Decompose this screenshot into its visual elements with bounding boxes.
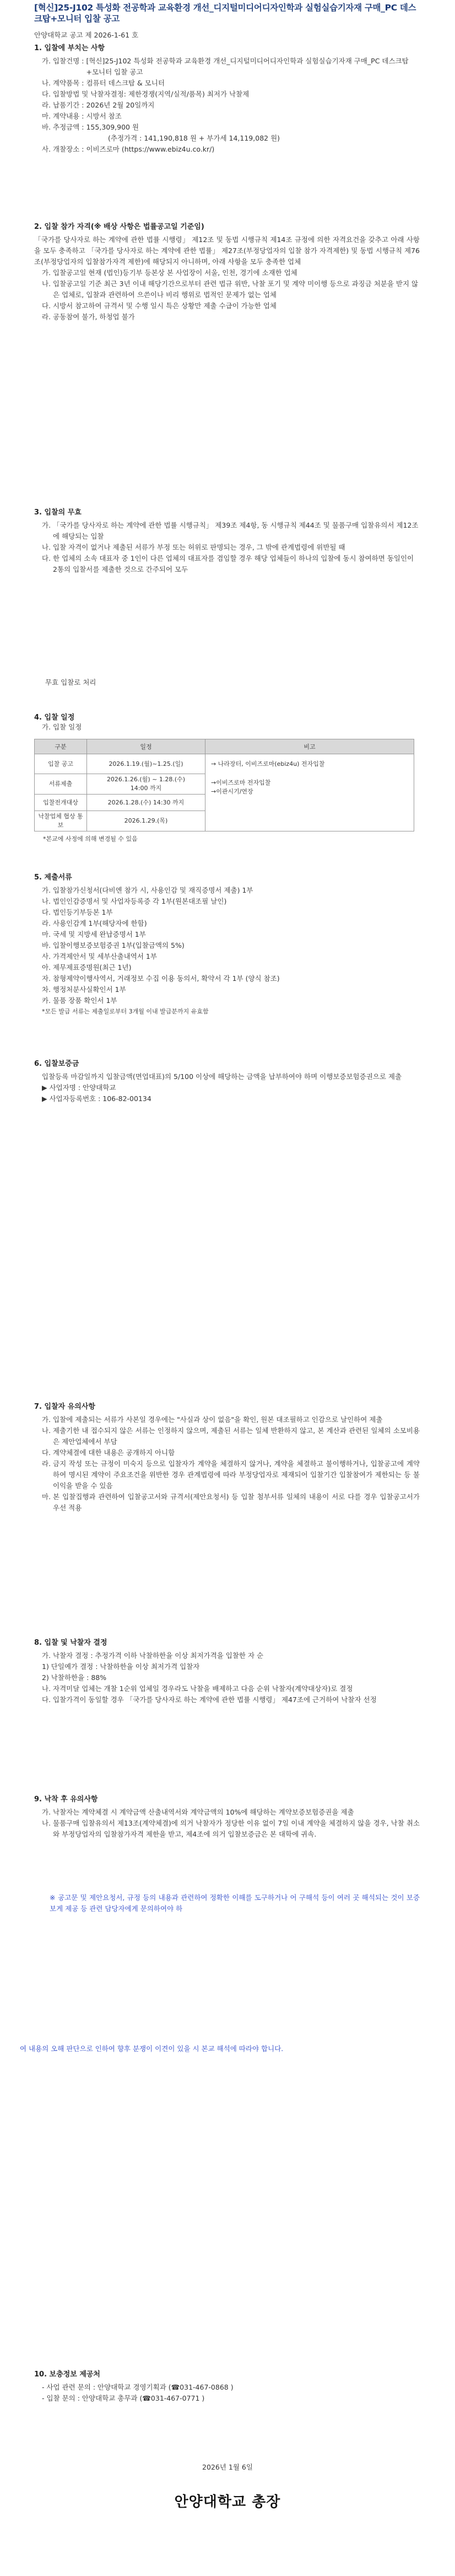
section-4-heading: 4. 입찰 일정 bbox=[34, 713, 75, 722]
section-5-item: 바. 입찰이행보증보험증권 1부(입찰금액의 5%) bbox=[42, 941, 185, 949]
section-7-item: 라. 금지 작성 또는 규정이 미숙지 등으로 입찰자가 계약을 체결하지 않거나, 계약을 체결하고 불이행하거나, 입찰공고에 계약하여 명시된 계약이 주요조건을 위반한 경우 관계법령에 따라 부정당업자로 제재되어 입찰기간 입찰참여가 제한되는 등 불이익을 받을 수 있음 bbox=[42, 1459, 420, 1490]
closing-date: 2026년 1월 6일 bbox=[202, 2463, 253, 2471]
section-8-item: 다. 입찰가격이 동일할 경우 「국가를 당사자로 하는 계약에 관한 법률 시행령」 제47조에 근거하여 낙찰자 선정 bbox=[42, 1695, 377, 1704]
schedule-date: 2026.1.29.(목) bbox=[87, 811, 205, 831]
disclaimer-notice-cont: 여 내용의 오해 판단으로 인하여 향후 분쟁이 이견이 있을 시 본교 해석에 따라야 합니다. bbox=[20, 2044, 284, 2053]
section-7-item: 가. 입찰에 제출되는 서류가 사본일 경우에는 "사실과 상이 없음"을 확인, 원본 대조필하고 인감으로 날인하여 제출 bbox=[42, 1415, 383, 1424]
section-2-item: 라. 공동참여 불가, 하청업 불가 bbox=[42, 313, 135, 321]
section-5-item: 다. 법인등기부등본 1부 bbox=[42, 908, 113, 916]
section-2-heading: 2. 입찰 참가 자격(※ 배상 사항은 법률공고일 기준임) bbox=[34, 223, 204, 231]
section-6-text: 입찰등록 마감일까지 입찰금액(면업대표)의 5/100 이상에 해당하는 금액을 납부하여야 하며 이행보증보험증권으로 제출 bbox=[42, 1072, 402, 1081]
section-1-item: 가. 입찰건명 : [혁신]25-J102 특성화 전공학과 교육환경 개선_디지털미디어디자인학과 실험실습기자재 구매_PC 데스크탑+모니터 입찰 공고 bbox=[42, 57, 409, 76]
schedule-date: 2026.1.19.(월)~1.25.(일) bbox=[87, 754, 205, 774]
section-1 bbox=[34, 42, 420, 155]
schedule-header-row bbox=[35, 739, 414, 754]
section-2-item: 다. 시방서 참고하여 규격서 및 수행 일시 특은 상황만 제출 수급이 가능한 업체 bbox=[42, 302, 277, 310]
section-5-note: *모든 발급 서류는 제출일로부터 3개월 이내 발급분까지 유효함 bbox=[42, 1008, 209, 1015]
schedule-date: 2026.1.26.(월) ~ 1.28.(수) 14:00 까지 bbox=[87, 774, 205, 795]
section-8 bbox=[34, 1636, 420, 1705]
section-4-sub: 가. 입찰 일정 bbox=[42, 723, 82, 731]
schedule-note bbox=[205, 754, 414, 831]
section-5-item: 마. 국세 및 지방세 완납증명서 1부 bbox=[42, 930, 146, 938]
section-1-item: 마. 계약내용 : 시방서 참조 bbox=[42, 112, 122, 120]
section-2-intro: 「국가를 당사자로 하는 계약에 관한 법률 시행령」 제12조 및 동법 시행규칙 제14조 규정에 의한 자격요건을 갖추고 아래 사항을 모두 충족하고 「국가를 당사자로 하는 계약에 관한 법률」 제27조(부정당업자의 입찰 참가 자격제한) 및 동법 시행규칙 제76조(부정당업자의 입찰참가자격 제한)에 해당되지 아니하며, 아래 사항을 모두 충족한 업체 bbox=[34, 235, 420, 266]
disclaimer-notice: ※ 공고문 및 제안요청서, 규정 등의 내용과 관련하여 정확한 이해를 도구하거나 어 구해석 등이 여러 곳 해석되는 것이 보증보게 제공 등 관련 담당자에게 문의하여야 하 bbox=[50, 1893, 420, 1913]
schedule-header: 일정 bbox=[87, 739, 205, 754]
document-title: [혁신]25-J102 특성화 전공학과 교육환경 개선_디지털미디어디자인학과 실험실습기자재 구매_PC 데스크탑+모니터 입찰 공고 bbox=[34, 3, 416, 24]
schedule-note-line: →이관시기/연장 bbox=[211, 788, 253, 795]
section-10 bbox=[34, 2368, 420, 2404]
section-3 bbox=[34, 506, 420, 575]
section-8-item: 가. 낙찰자 결정 : 추정가격 이하 낙찰하한율 이상 최저가격을 입찰한 자 순 bbox=[42, 1651, 264, 1660]
section-1-item: 라. 납품기간 : 2026년 2월 20일까지 bbox=[42, 101, 155, 109]
closing-organization: 안양대학교 총장 bbox=[174, 2494, 281, 2510]
notice-number: 안양대학교 공고 제 2026-1-61 호 bbox=[34, 31, 139, 39]
section-8-item: 2) 낙찰하한율 : 88% bbox=[42, 1673, 107, 1682]
section-9 bbox=[34, 1793, 420, 1840]
section-5 bbox=[34, 871, 420, 1017]
section-2-item: 가. 입찰공고일 현재 (법인)등기부 등본상 본 사업장이 서울, 인천, 경기에 소재한 업체 bbox=[42, 269, 297, 277]
section-7-item: 마. 본 입찰집행과 관련하여 입찰공고서와 규격서(제안요청서) 등 입찰 첨부서류 일체의 내용이 서로 다를 경우 입찰공고서가 우선 적용 bbox=[42, 1493, 420, 1512]
section-6-bank: ▶ 사업자명 : 안양대학교 bbox=[42, 1083, 116, 1092]
section-5-item: 자. 참형제약이행사역서, 거래정보 수집 이용 동의서, 확약서 각 1부 (양식 참조) bbox=[42, 974, 280, 983]
section-9-item: 나. 물품구매 입찰유의서 제13조(계약체결)에 의거 낙찰자가 정당한 이유 없이 7일 이내 계약을 체결하지 않을 경우, 낙찰 취소와 부정당업자의 입찰참가자격 제한을 받고, 제4조에 의거 입찰보증금은 본 대학에 귀속. bbox=[42, 1819, 420, 1838]
schedule-row bbox=[35, 754, 414, 774]
schedule-header: 비고 bbox=[205, 739, 414, 754]
section-5-heading: 5. 제출서류 bbox=[34, 873, 72, 882]
section-2 bbox=[34, 221, 420, 323]
section-1-item: (추정가격 : 141,190,818 원 + 부가세 14,119,082 원) bbox=[108, 134, 280, 142]
section-5-item: 사. 가격제안서 및 세부산출내역서 1부 bbox=[42, 952, 157, 960]
section-3-item: 나. 입찰 자격이 없거나 제출된 서류가 부정 또는 허위로 판명되는 경우, 그 밖에 관계법령에 위반될 때 bbox=[42, 543, 345, 551]
section-6-heading: 6. 입찰보증금 bbox=[34, 1060, 79, 1068]
section-6 bbox=[34, 1058, 420, 1104]
section-1-item: 사. 개찰장소 : 이비즈로마 (https://www.ebiz4u.co.kr/) bbox=[42, 145, 215, 153]
contact-line: - 사업 관련 문의 : 안양대학교 경영기획과 (☎031-467-0868 ) bbox=[42, 2383, 234, 2391]
section-9-heading: 9. 낙착 후 유의사항 bbox=[34, 1795, 98, 1804]
section-7 bbox=[34, 1400, 420, 1514]
section-5-item: 나. 법인인감증명서 및 사업자등록증 각 1부(원본대조필 날인) bbox=[42, 897, 227, 905]
section-9-item: 가. 낙찰자는 계약체결 시 계약금액 산출내역서와 계약금액의 10%에 해당하는 계약보증보험증권을 제출 bbox=[42, 1808, 354, 1816]
section-7-item: 나. 제출기한 내 접수되지 않은 서류는 인정하지 않으며, 제출된 서류는 일체 반환하지 않고, 본 계산과 관련된 일체의 소모비용은 제안업체에서 부담 bbox=[42, 1426, 420, 1446]
schedule-cat: 입찰전개대상 bbox=[35, 795, 87, 811]
schedule-header: 구분 bbox=[35, 739, 87, 754]
schedule-cat: 낙찰업체 협상 통보 bbox=[35, 811, 87, 831]
section-8-item: 1) 단일예가 결정 : 낙찰하한율 이상 최저가격 입찰자 bbox=[42, 1662, 200, 1671]
section-1-item: 다. 입찰방법 및 낙찰자결정: 제한경쟁(지역/실적/품목) 최저가 낙찰제 bbox=[42, 90, 250, 98]
schedule-table bbox=[34, 739, 414, 831]
section-5-item: 차. 행정처분사실확인서 1부 bbox=[42, 985, 126, 994]
section-8-heading: 8. 입찰 및 낙찰자 결정 bbox=[34, 1639, 107, 1647]
section-10-heading: 10. 보충정보 제공처 bbox=[34, 2370, 100, 2379]
schedule-note-line: →이비즈로마 전자입찰 bbox=[211, 779, 271, 786]
section-8-item: 나. 자격미달 업체는 개찰 1순위 업체일 경우라도 낙찰을 배제하고 다음 순위 낙찰자(계약대상자)로 결정 bbox=[42, 1684, 353, 1693]
section-3-tail: 무효 입찰로 처리 bbox=[45, 678, 96, 686]
section-5-item: 아. 제무제표증명원(최근 1년) bbox=[42, 963, 132, 972]
section-3-item: 가. 「국가를 당사자로 하는 계약에 관한 법률 시행규칙」 제39조 제4항, 동 시행규칙 제44조 및 물품구매 입찰유의서 제12조에 해당되는 입찰 bbox=[42, 521, 419, 540]
section-5-item: 라. 사용인감계 1부(해당자에 한함) bbox=[42, 919, 147, 927]
section-5-item: 카. 물품 장품 확인서 1부 bbox=[42, 996, 117, 1005]
section-1-item: 나. 계약품목 : 컴퓨터 데스크탑 & 모니터 bbox=[42, 79, 165, 87]
schedule-cat: 서류제출 bbox=[35, 774, 87, 795]
section-7-heading: 7. 입찰자 유의사항 bbox=[34, 1403, 95, 1411]
contact-line: - 입찰 문의 : 안양대학교 총무과 (☎031-467-0771 ) bbox=[42, 2394, 205, 2402]
section-7-item: 다. 계약체결에 대한 내용은 공개하지 아니함 bbox=[42, 1448, 175, 1457]
section-4 bbox=[34, 711, 420, 733]
schedule-date: 2026.1.28.(수) 14:30 까지 bbox=[87, 795, 205, 811]
schedule-cat: 입찰 공고 bbox=[35, 754, 87, 774]
section-1-heading: 1. 입찰에 부치는 사항 bbox=[34, 44, 105, 52]
section-2-item: 나. 입찰공고일 기준 최근 3년 이내 해당기간으로부터 관련 법규 위반, 낙찰 포기 및 계약 미이행 등으로 과징금 처분을 받지 않은 업체로, 입찰과 관련하여 으쓴이나 비리 행위로 법적인 문제가 없는 업체 bbox=[42, 280, 419, 299]
section-1-item: 바. 추정금액 : 155,309,900 원 bbox=[42, 123, 139, 131]
section-6-account: ▶ 사업자등록번호 : 106-82-00134 bbox=[42, 1094, 151, 1103]
schedule-footnote: *본교에 사정에 의해 변경될 수 있음 bbox=[43, 835, 138, 842]
section-3-item: 다. 한 업체의 소속 대표자 중 1인이 다른 업체의 대표자를 겸임할 경우 해당 업체들이 하나의 입찰에 동시 참여하면 동일인이 2통의 입찰서를 제출한 것으로 간주되어 모두 bbox=[42, 554, 414, 573]
schedule-note-line: → 나라장터, 이비즈로마(ebiz4u) 전자입찰 bbox=[211, 760, 325, 768]
section-3-heading: 3. 입찰의 무효 bbox=[34, 508, 82, 517]
section-5-item: 가. 입찰참가신청서(다비엔 참가 시, 사용인감 및 재직증명서 제출) 1부 bbox=[42, 886, 253, 894]
